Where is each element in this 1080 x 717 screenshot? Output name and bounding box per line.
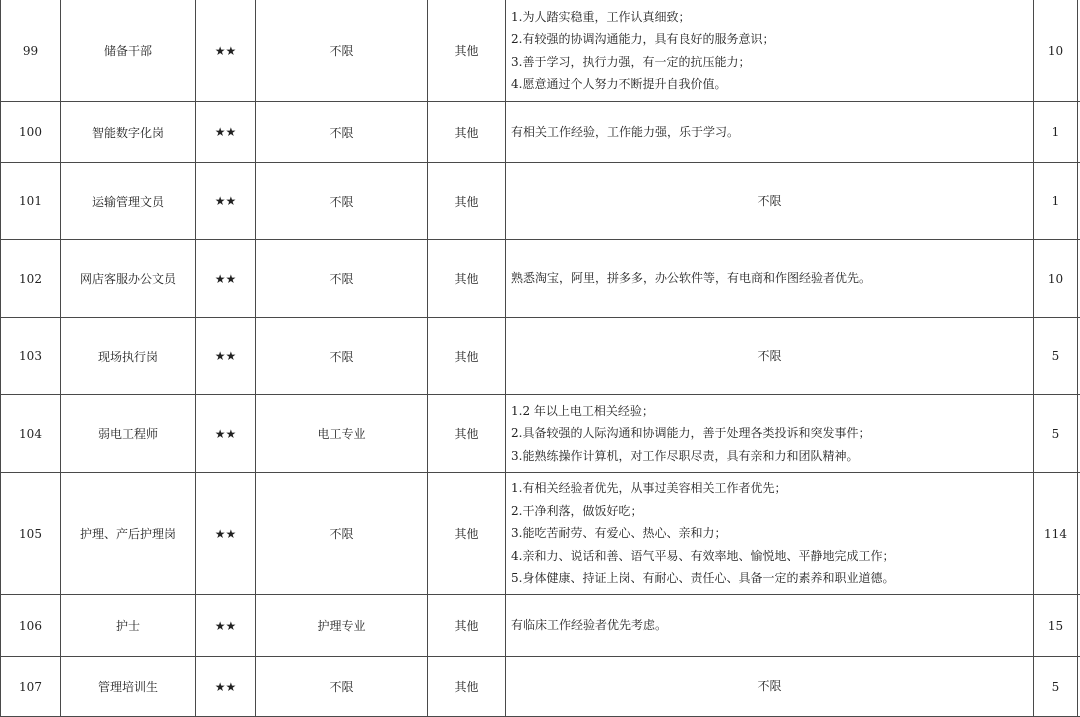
star-rating: ★★ [196, 473, 256, 595]
major-requirement: 不限 [256, 163, 428, 240]
education-requirement: 其他 [428, 395, 506, 473]
requirement-line: 5.身体健康、持证上岗、有耐心、责任心、具备一定的素养和职业道德。 [511, 567, 1033, 590]
requirement-line: 2.有较强的协调沟通能力，具有良好的服务意识； [511, 28, 1033, 51]
table-row [1, 395, 1080, 473]
requirement-line: 不限 [506, 345, 1033, 368]
job-requirements [506, 163, 1034, 240]
job-requirements [506, 395, 1034, 473]
position-name: 护士 [61, 595, 196, 657]
education-requirement: 其他 [428, 0, 506, 102]
star-rating: ★★ [196, 240, 256, 318]
requirement-line: 有临床工作经验者优先考虑。 [511, 614, 1033, 637]
education-requirement: 其他 [428, 102, 506, 163]
table-row [1, 163, 1080, 240]
headcount: 114 [1034, 473, 1078, 595]
major-requirement: 不限 [256, 657, 428, 717]
requirement-line: 熟悉淘宝，阿里，拼多多，办公软件等，有电商和作图经验者优先。 [511, 267, 1033, 290]
major-requirement: 护理专业 [256, 595, 428, 657]
education-requirement: 其他 [428, 318, 506, 395]
requirement-line: 4.亲和力、说话和善、语气平易、有效率地、愉悦地、平静地完成工作； [511, 545, 1033, 568]
table-row [1, 240, 1080, 318]
headcount: 5 [1034, 318, 1078, 395]
job-requirements [506, 240, 1034, 318]
requirement-line: 3.能熟练操作计算机，对工作尽职尽责，具有亲和力和团队精神。 [511, 445, 1033, 468]
star-rating: ★★ [196, 0, 256, 102]
job-requirements [506, 102, 1034, 163]
row-number: 99 [1, 0, 61, 102]
position-name: 运输管理文员 [61, 163, 196, 240]
row-number: 100 [1, 102, 61, 163]
major-requirement: 不限 [256, 318, 428, 395]
position-name: 护理、产后护理岗 [61, 473, 196, 595]
major-requirement: 不限 [256, 240, 428, 318]
education-requirement: 其他 [428, 240, 506, 318]
star-rating: ★★ [196, 595, 256, 657]
position-name: 网店客服办公文员 [61, 240, 196, 318]
major-requirement: 不限 [256, 0, 428, 102]
star-rating: ★★ [196, 102, 256, 163]
requirement-line: 3.善于学习，执行力强，有一定的抗压能力； [511, 51, 1033, 74]
job-requirements [506, 473, 1034, 595]
headcount: 5 [1034, 657, 1078, 717]
requirement-line: 2.干净利落，做饭好吃； [511, 500, 1033, 523]
row-number: 105 [1, 473, 61, 595]
row-number: 101 [1, 163, 61, 240]
star-rating: ★★ [196, 318, 256, 395]
table-row [1, 473, 1080, 595]
star-rating: ★★ [196, 395, 256, 473]
job-requirements [506, 0, 1034, 102]
headcount: 5 [1034, 395, 1078, 473]
position-name: 智能数字化岗 [61, 102, 196, 163]
major-requirement: 电工专业 [256, 395, 428, 473]
position-name: 管理培训生 [61, 657, 196, 717]
table-row [1, 595, 1080, 657]
requirement-line: 不限 [506, 675, 1033, 698]
job-requirements [506, 318, 1034, 395]
row-number: 104 [1, 395, 61, 473]
education-requirement: 其他 [428, 163, 506, 240]
row-number: 102 [1, 240, 61, 318]
requirement-line: 不限 [506, 190, 1033, 213]
education-requirement: 其他 [428, 595, 506, 657]
headcount: 10 [1034, 0, 1078, 102]
row-number: 107 [1, 657, 61, 717]
position-name: 现场执行岗 [61, 318, 196, 395]
requirement-line: 1.为人踏实稳重，工作认真细致； [511, 6, 1033, 29]
requirement-line: 3.能吃苦耐劳、有爱心、热心、亲和力； [511, 522, 1033, 545]
job-requirements [506, 595, 1034, 657]
row-number: 106 [1, 595, 61, 657]
headcount: 1 [1034, 102, 1078, 163]
star-rating: ★★ [196, 163, 256, 240]
major-requirement: 不限 [256, 473, 428, 595]
position-name: 储备干部 [61, 0, 196, 102]
headcount: 15 [1034, 595, 1078, 657]
requirement-line: 1.2 年以上电工相关经验； [511, 400, 1033, 423]
requirement-line: 2.具备较强的人际沟通和协调能力，善于处理各类投诉和突发事件； [511, 422, 1033, 445]
table-row [1, 102, 1080, 163]
headcount: 1 [1034, 163, 1078, 240]
education-requirement: 其他 [428, 657, 506, 717]
requirement-line: 有相关工作经验，工作能力强，乐于学习。 [511, 121, 1033, 144]
star-rating: ★★ [196, 657, 256, 717]
table-row [1, 318, 1080, 395]
job-table-body [1, 0, 1080, 717]
position-name: 弱电工程师 [61, 395, 196, 473]
row-number: 103 [1, 318, 61, 395]
table-row [1, 0, 1080, 102]
requirement-line: 4.愿意通过个人努力不断提升自我价值。 [511, 73, 1033, 96]
major-requirement: 不限 [256, 102, 428, 163]
education-requirement: 其他 [428, 473, 506, 595]
headcount: 10 [1034, 240, 1078, 318]
job-requirements [506, 657, 1034, 717]
requirement-line: 1.有相关经验者优先，从事过美容相关工作者优先； [511, 477, 1033, 500]
table-row [1, 657, 1080, 717]
